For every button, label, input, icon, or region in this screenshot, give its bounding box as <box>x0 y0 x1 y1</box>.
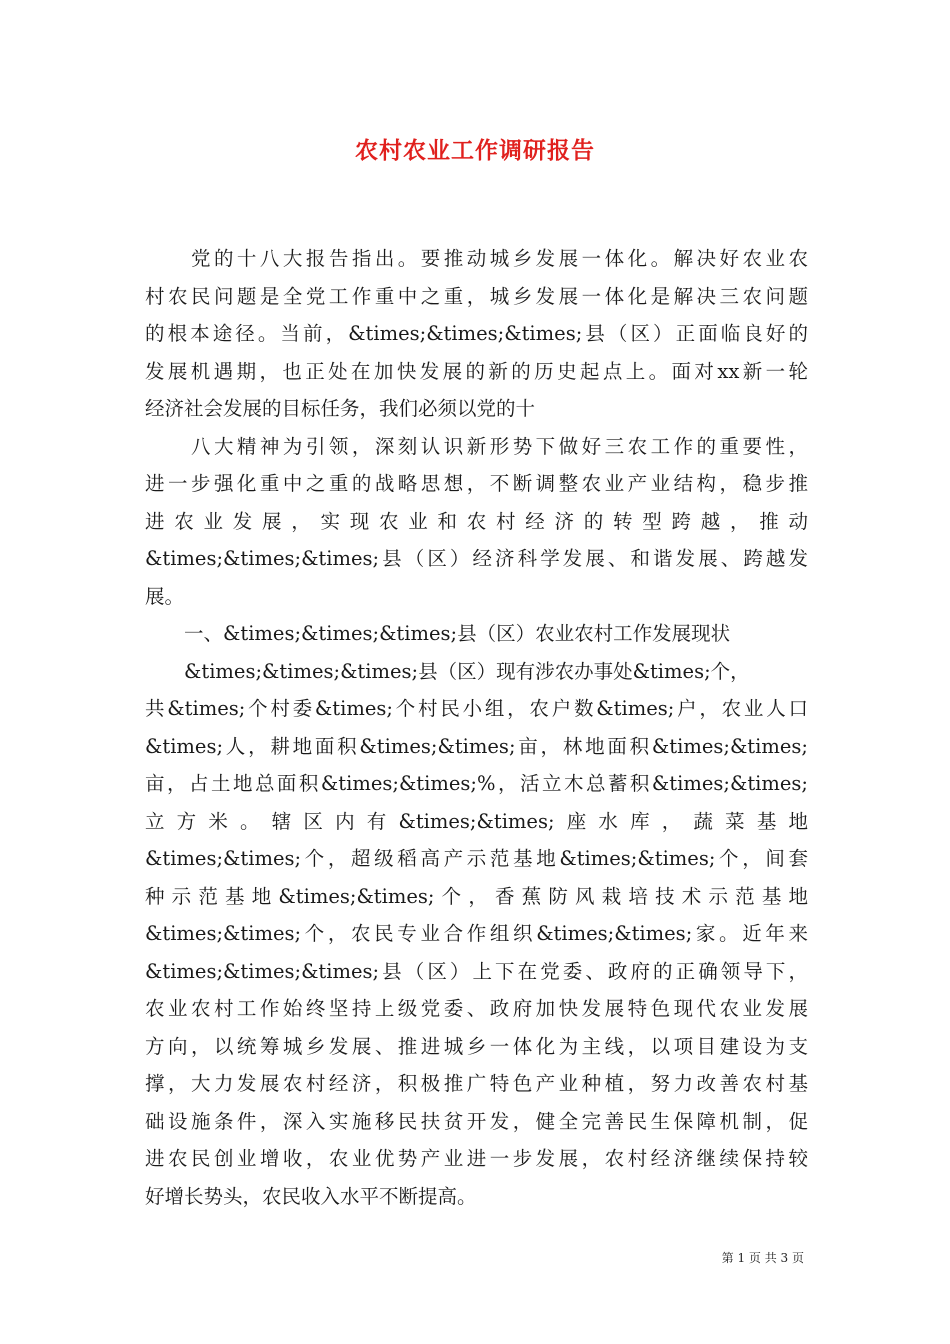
text-line: 方向，以统筹城乡发展、推进城乡一体化为主线，以项目建设为支 <box>145 1034 808 1058</box>
text-line: 农业农村工作始终坚持上级党委、政府加快发展特色现代农业发展 <box>145 997 808 1020</box>
text-line: &times;&times;个，农民专业合作组织&times;&times;家。近年来 <box>145 922 808 945</box>
text-line: 的根本途径。当前，&times;&times;&times;县（区）正面临良好的 <box>145 322 808 345</box>
text-line: &times;人，耕地面积&times;&times;亩，林地面积&times;&times; <box>145 734 808 758</box>
text-line: 好增长势头，农民收入水平不断提高。 <box>145 1184 477 1208</box>
text-line: 一、&times;&times;&times;县（区）农业农村工作发展现状 <box>145 622 731 645</box>
text-line: 党的十八大报告指出。要推动城乡发展一体化。解决好农业农 <box>145 247 808 270</box>
text-line: 经济社会发展的目标任务，我们必须以党的十 <box>145 397 536 420</box>
text-line: 进一步强化重中之重的战略思想，不断调整农业产业结构，稳步推 <box>145 472 808 495</box>
text-line: &times;&times;&times;县（区）上下在党委、政府的正确领导下， <box>145 959 808 983</box>
text-line: 立方米。辖区内有&times;&times;座水库，蔬菜基地 <box>145 809 808 833</box>
page-footer: 第 1 页 共 3 页 <box>721 1251 804 1265</box>
text-line: 展。 <box>145 584 185 608</box>
text-line: 村农民问题是全党工作重中之重，城乡发展一体化是解决三农问题 <box>145 284 808 308</box>
text-line: 进农业发展，实现农业和农村经济的转型跨越，推动 <box>145 509 808 533</box>
text-line: 共&times;个村委&times;个村民小组，农户数&times;户，农业人口 <box>145 697 808 720</box>
text-line: 进农民创业增收，农业优势产业进一步发展，农村经济继续保持较 <box>145 1147 808 1170</box>
text-line: 种示范基地&times;&times;个，香蕉防风栽培技术示范基地 <box>145 884 808 908</box>
text-line: 八大精神为引领，深刻认识新形势下做好三农工作的重要性， <box>145 434 808 458</box>
text-line: 撑，大力发展农村经济，积极推广特色产业种植，努力改善农村基 <box>145 1072 808 1095</box>
text-line: &times;&times;&times;县（区）经济科学发展、和谐发展、跨越发 <box>145 547 808 570</box>
document-body <box>145 240 808 1215</box>
text-line: 发展机遇期，也正处在加快发展的新的历史起点上。面对xx新一轮 <box>145 359 808 383</box>
text-line: 础设施条件，深入实施移民扶贫开发，健全完善民生保障机制，促 <box>145 1109 808 1133</box>
text-line: 亩，占土地总面积&times;&times;%，活立木总蓄积&times;&times; <box>145 772 808 795</box>
document-title: 农村农业工作调研报告 <box>355 137 595 164</box>
text-line: &times;&times;个，超级稻高产示范基地&times;&times;个，间套 <box>145 847 808 870</box>
text-line: &times;&times;&times;县（区）现有涉农办事处&times;个， <box>145 659 750 683</box>
